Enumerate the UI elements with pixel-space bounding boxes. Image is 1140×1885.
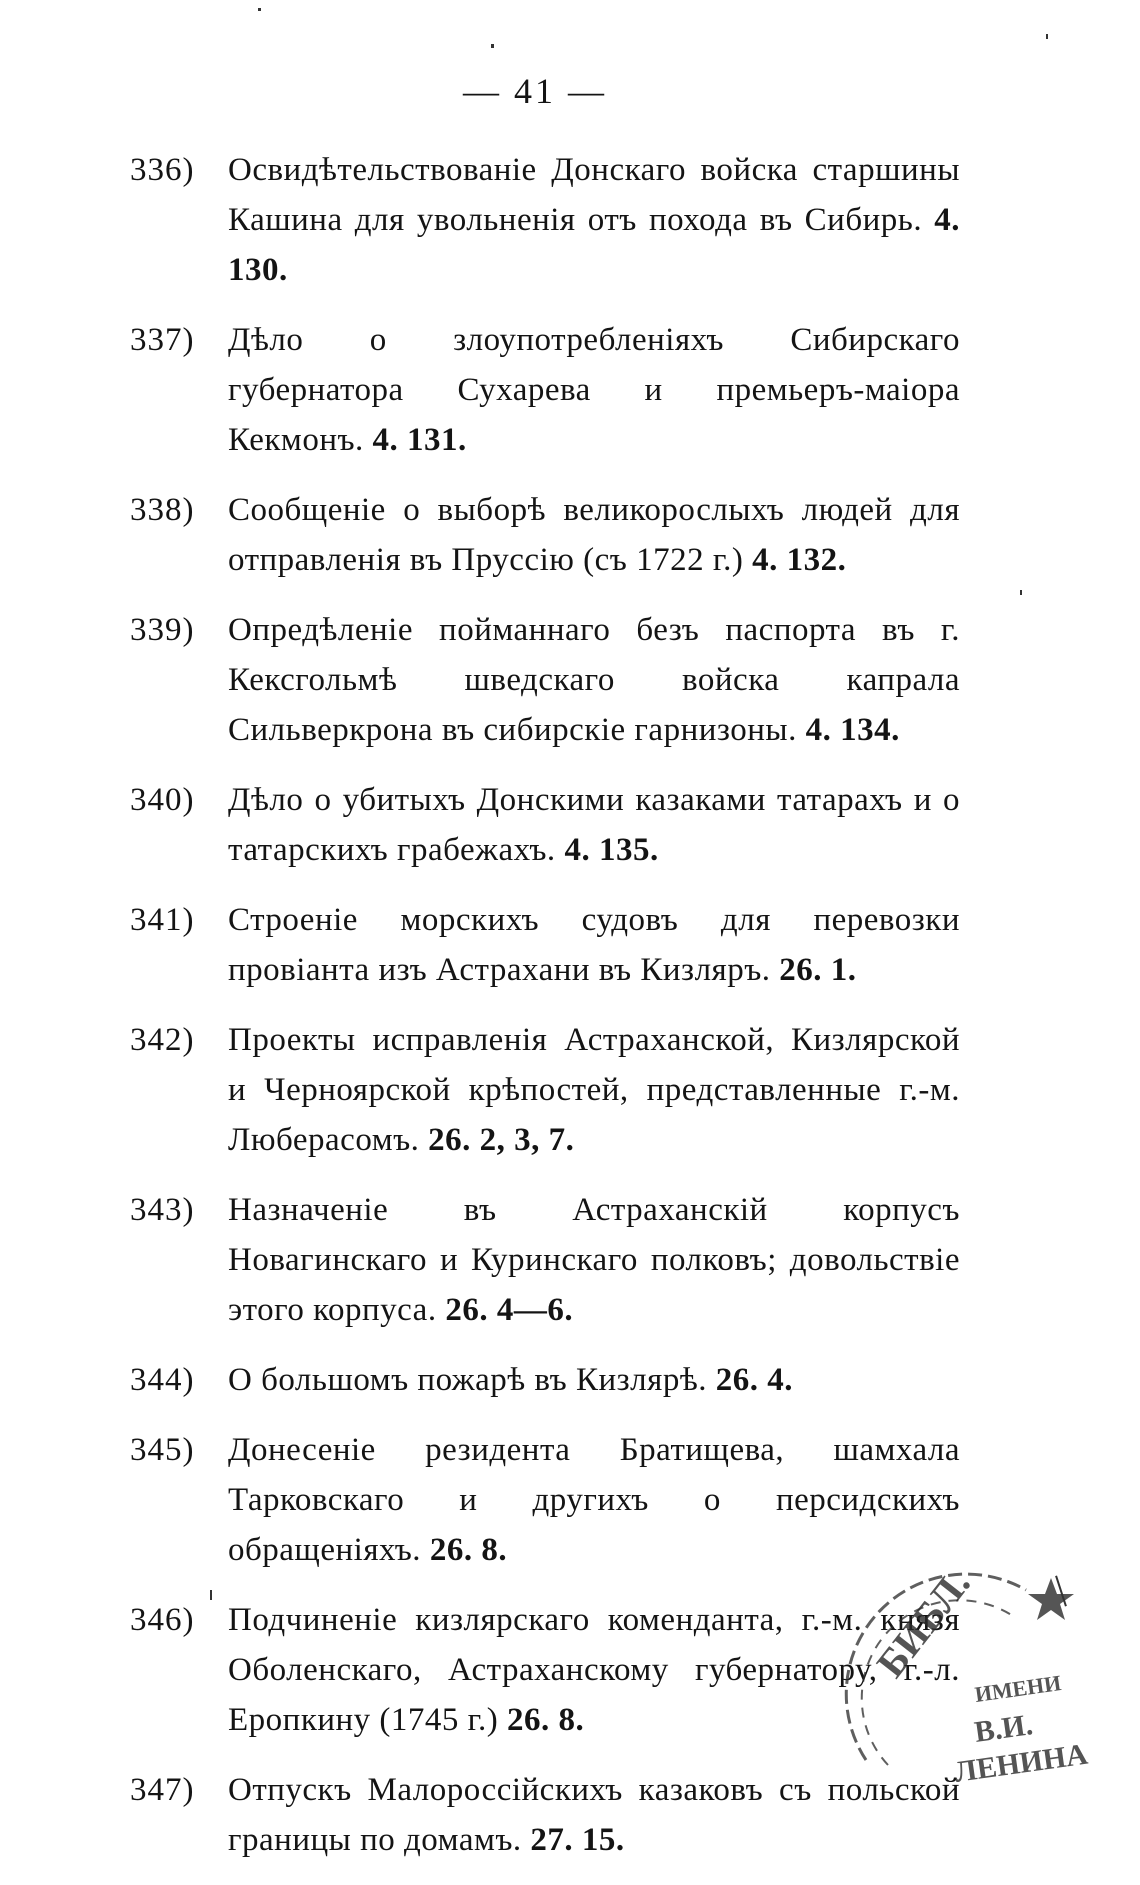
list-item — [130, 1015, 960, 1165]
stamp-middle-text: ИМЕНИ — [973, 1670, 1063, 1707]
list-item — [130, 145, 960, 295]
entry-text — [228, 1015, 960, 1165]
entry-text — [228, 605, 960, 755]
entry-description: Сообщеніе о выборѣ великорослыхъ людей для отправленія въ Пруссію (съ 1722 г.) — [228, 492, 960, 578]
entry-description: Строеніе морскихъ судовъ для перевозки провіанта изъ Астрахани въ Кизляръ. — [228, 902, 960, 988]
entry-number: 339) — [130, 612, 195, 648]
stamp-name: ЛЕНИНА — [952, 1737, 1090, 1789]
entry-number: 337) — [130, 322, 195, 358]
stamp-initials: В.И. — [972, 1708, 1035, 1749]
entry-reference: 26. 1. — [779, 952, 857, 988]
list-item — [130, 1185, 960, 1335]
page-number: — 41 — — [463, 71, 607, 111]
scan-speck — [210, 1590, 212, 1600]
entry-number: 347) — [130, 1772, 195, 1808]
scan-speck — [1020, 590, 1022, 595]
list-item — [130, 1425, 960, 1575]
entry-text — [228, 1185, 960, 1335]
list-item — [130, 1355, 960, 1405]
entry-reference: 4. 130. — [228, 202, 960, 288]
entry-reference: 26. 4—6. — [445, 1292, 574, 1328]
entry-reference: 4. 131. — [372, 422, 467, 458]
entry-text — [228, 775, 960, 875]
list-item — [130, 315, 960, 465]
entry-description: Донесеніе резидента Братищева, шамхала Тарковскаго и другихъ о персидскихъ обращеніяхъ. — [228, 1432, 960, 1568]
entry-description: Дѣло о убитыхъ Донскими казаками татарахъ и о татарскихъ грабежахъ. — [228, 782, 960, 868]
entry-description: Освидѣтельствованіе Донскаго войска старшины Кашина для увольненія отъ похода въ Сибирь. — [228, 152, 960, 238]
entry-description: Назначеніе въ Астраханскій корпусъ Новагинскаго и Куринскаго полковъ; довольствіе этого корпуса. — [228, 1192, 960, 1328]
entry-reference: 26. 4. — [715, 1362, 793, 1398]
entry-number: 343) — [130, 1192, 195, 1228]
list-item — [130, 485, 960, 585]
entry-number: 340) — [130, 782, 195, 818]
entry-text — [228, 315, 960, 465]
entry-reference: 4. 134. — [805, 712, 900, 748]
entry-reference: 26. 8. — [506, 1702, 585, 1738]
entry-description: Отпускъ Малороссійскихъ казаковъ съ польской границы по домамъ. — [228, 1772, 960, 1858]
entry-number: 342) — [130, 1022, 195, 1058]
entry-reference: 26. 8. — [429, 1532, 508, 1568]
entry-reference: 26. 2, 3, 7. — [428, 1122, 575, 1158]
entry-number: 344) — [130, 1362, 195, 1398]
entry-number: 336) — [130, 152, 195, 188]
scan-speck — [491, 44, 494, 48]
star-icon — [1028, 1578, 1074, 1620]
entry-number: 345) — [130, 1432, 195, 1468]
stamp-top-text: БИБЛ. — [867, 1561, 979, 1686]
entry-text — [228, 485, 960, 585]
list-item — [130, 775, 960, 875]
list-item — [130, 895, 960, 995]
scan-speck — [258, 8, 261, 11]
entry-description: Дѣло о злоупотребленіяхъ Сибирскаго губернатора Сухарева и премьеръ-маіора Кекмонъ. — [228, 322, 960, 458]
entry-text — [228, 1355, 960, 1405]
entry-number: 346) — [130, 1602, 195, 1638]
entry-text — [228, 895, 960, 995]
entry-description: Опредѣленіе пойманнаго безъ паспорта въ г. Кексгольмѣ шведскаго войска капрала Сильверкрона въ сибирскіе гарнизоны. — [228, 612, 960, 748]
entry-text — [228, 1425, 960, 1575]
scan-speck — [1046, 34, 1048, 39]
entry-reference: 4. 132. — [752, 542, 847, 578]
entry-reference: 4. 135. — [564, 832, 659, 868]
entry-description: О большомъ пожарѣ въ Кизлярѣ. — [228, 1362, 707, 1398]
entry-description: Подчиненіе кизлярскаго коменданта, г.-м. князя Оболенскаго, Астраханскому губернатору, г.-л. Еропкину (1745 г.) — [228, 1602, 960, 1738]
list-item — [130, 605, 960, 755]
entry-text — [228, 145, 960, 295]
entry-reference: 27. 15. — [530, 1822, 625, 1858]
entry-number: 341) — [130, 902, 195, 938]
entry-description: Проекты исправленія Астраханской, Кизлярской и Черноярской крѣпостей, представленные г.-м. Люберасомъ. — [228, 1022, 960, 1158]
entry-number: 338) — [130, 492, 195, 528]
